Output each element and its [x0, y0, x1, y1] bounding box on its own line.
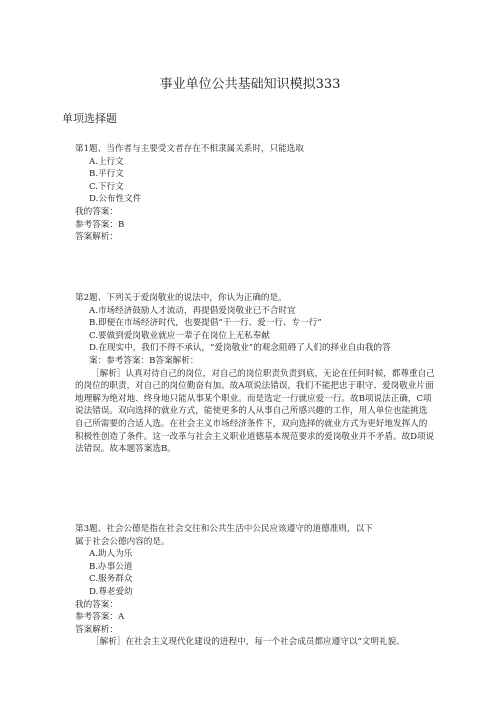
option-a: A.上行文 — [89, 156, 124, 167]
question-stem-continued: 属于社会公德内容的是。 — [75, 536, 170, 547]
option-d: D.尊老爱幼 — [89, 586, 133, 597]
answer-line: 案：参考答案：B答案解析： — [89, 355, 199, 366]
option-a: A.市场经济鼓励人才流动，再提倡爱岗敬业已不合时宜 — [89, 305, 296, 316]
reference-answer: 参考答案：B — [75, 219, 125, 230]
option-c: C.服务群众 — [89, 574, 133, 585]
answer-analysis: 答案解析： — [75, 232, 118, 243]
question-2 — [75, 292, 435, 456]
answer-explanation: ［解析］认真对待自己的岗位，对自己的岗位职责负责到底，无论在任何时候，都尊重自己的岗位的职责，对自己的岗位勤奋有加。故A项说法错误，我们不能把忠于职守、爱岗敬业片面地理解为绝对地、终身地只能从事某个职业。而是选定一行就应爱一行。故B项说法正确，C项说法错误。双向选择的就业方式，能使更多的人从事自己所感兴趣的工作，用人单位也能挑选自己所需要的合适人选。在社会主义市场经济条件下，双向选择的就业方式为更好地发挥人的积极性创造了条件。这一改革与社会主义职业道德基本规范要求的爱岗敬业并不矛盾。故D项说法错误。故本题答案选B。 — [75, 368, 435, 455]
option-b: B.办事公道 — [89, 561, 133, 572]
answer-explanation: ［解析］在社会主义现代化建设的进程中，每一个社会成员都应遵守以“文明礼貌、 — [91, 637, 405, 648]
question-stem: 第2题、下列关于爱岗敬业的说法中，你认为正确的是。 — [75, 293, 287, 303]
section-heading: 单项选择题 — [62, 112, 117, 125]
question-1 — [75, 143, 435, 244]
page-title: 事业单位公共基础知识模拟333 — [159, 77, 341, 92]
option-c: C.要做到爱岗敬业就应一辈子在岗位上无私奉献 — [89, 330, 270, 341]
my-answer: 我的答案： — [75, 206, 118, 217]
option-c: C.下行文 — [89, 181, 124, 192]
reference-answer: 参考答案：A — [75, 612, 125, 623]
answer-analysis: 答案解析： — [75, 624, 118, 635]
question-stem: 第3题、社会公德是指在社会交往和公共生活中公民应该遵守的道德准则，以下 — [75, 524, 373, 534]
option-b: B.平行文 — [89, 169, 124, 180]
option-b: B.即便在市场经济时代，也要提倡“干一行、爱一行、专一行” — [89, 318, 322, 329]
option-d: D.在现实中，我们不得不承认，“爱岗敬业”的观念阻碍了人们的择业自由我的答 — [89, 343, 391, 354]
my-answer: 我的答案： — [75, 599, 118, 610]
option-d: D.公布性文件 — [89, 194, 142, 205]
option-a: A.助人为乐 — [89, 549, 133, 560]
question-3 — [75, 523, 435, 649]
question-stem: 第1题、当作者与主要受文者存在不相隶属关系时，只能选取 — [75, 144, 304, 154]
